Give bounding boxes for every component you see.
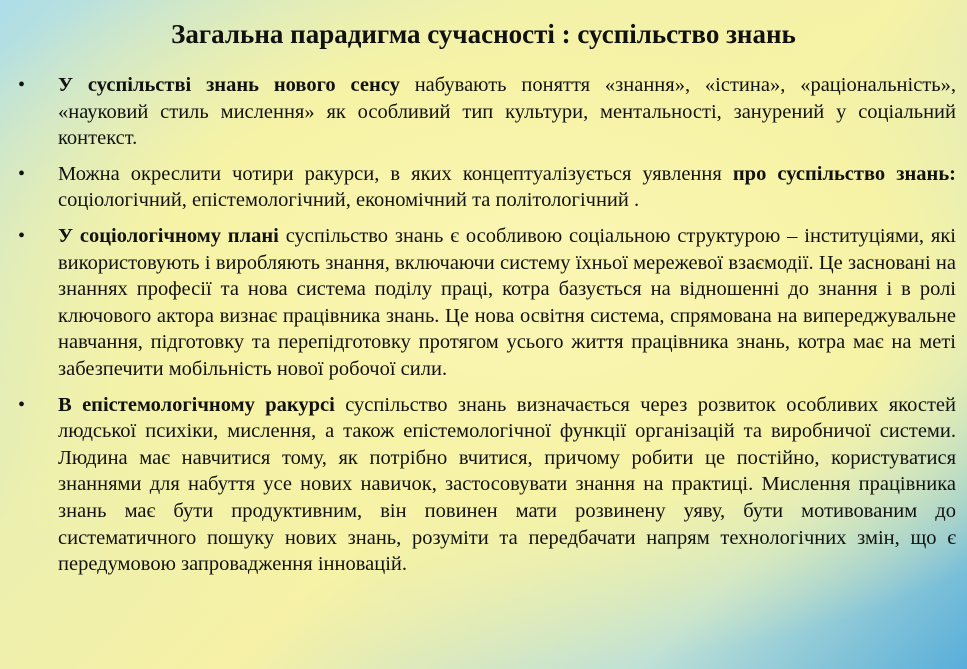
bullet-bold-lead: У соціологічному плані (58, 224, 279, 247)
bullet-dot-icon: • (18, 74, 26, 96)
bullet-text: набувають поняття «знання», «істина», «раціональність», «науковий стиль мислення» як особливий тип культури, ментальності, занурений у соціальний контекст. (58, 74, 956, 150)
bullet-item-four-perspectives (18, 161, 956, 214)
bullet-text: соціологічний, епістемологічний, економічний та політологічний . (58, 189, 640, 212)
bullet-item-knowledge-society (18, 72, 956, 152)
bullet-text: суспільство знань є особливою соціальною структурою – інституціями, які використовують і виробляють знання, включаючи систему їхньої мережевої взаємодії. Це засновані на знаннях професії та нова система поділу праці, котра базується на відношенні до знання і в ролі ключового актора визнає працівника знань. Це нова освітня система, спрямована на випереджувальне навчання, підготовку та перепідготовку протягом усього життя працівника знань, котра має на меті забезпечити мобільність нової робочої сили. (58, 224, 956, 380)
bullet-dot-icon: • (18, 393, 26, 416)
bullet-dot-icon: • (18, 162, 26, 185)
bullet-text: суспільство знань визначається через розвиток особливих якостей людської психіки, мислення, а також епістемологічної функції організацій та виробничої системи. Людина має навчитися тому, як потрібно вчитися, причому робити це постійно, користуватися знаннями для набуття усе нових навичок, застосовувати знання на практиці. Мислення працівника знань має бути продуктивним, він повинен мати розвинену уяву, бути мотивованим до систематичного пошуку нових знань, розуміти та передбачати напрям технологічних змін, що є передумовою запровадження інновацій. (58, 393, 956, 576)
slide-title: Загальна парадигма сучасності : суспільство знань (171, 19, 796, 49)
bullet-bold-lead: В епістемологічному ракурсі (58, 393, 335, 416)
bullet-list (18, 72, 956, 587)
bullet-text: Можна окреслити чотири ракурси, в яких концептуалізується уявлення (58, 162, 733, 185)
bullet-item-sociological (18, 223, 956, 383)
bullet-bold-phrase: про суспільство знань: (732, 162, 956, 185)
bullet-dot-icon: • (18, 224, 26, 247)
bullet-bold-lead: У суспільстві знань нового сенсу (58, 74, 400, 96)
bullet-item-epistemological (18, 392, 956, 578)
